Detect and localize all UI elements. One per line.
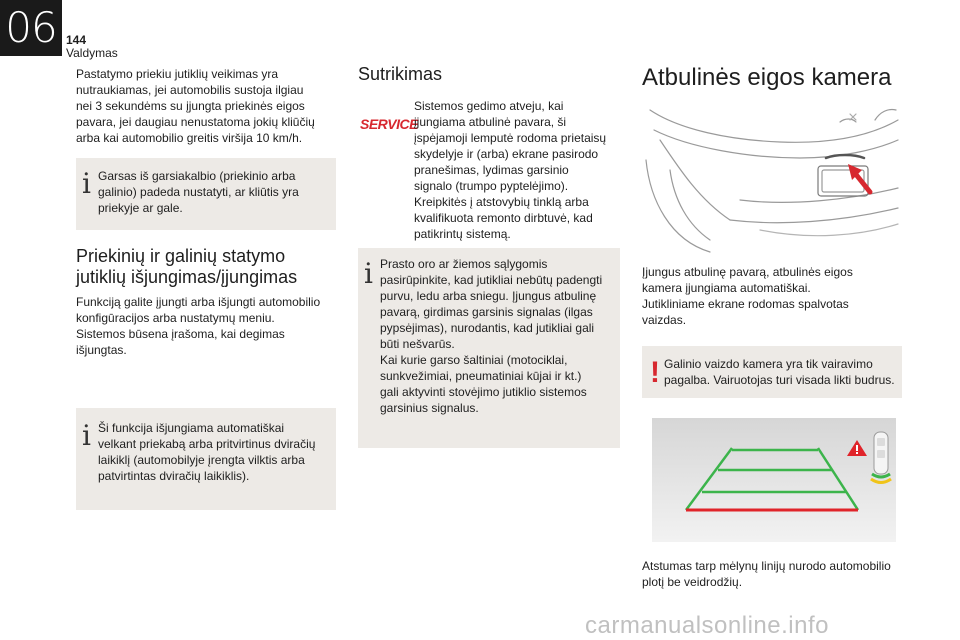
info-note-weather: i Prasto oro ar žiemos sąlygomis pasirūpinkite, kad jutikliai nebūtų padengti purvu, ledu arba sniegu. Įjungus atbulinę pavarą, girdimas garsinis signalas (ilgas pypsėjimas), nurodantis, kad jutikliai gali būti nešvarūs. Kai kurie garso šaltiniai (motociklai, sunkvežimiai, pneumatiniai kūjai ir kt.) gali aktyvinti stovėjimo jutiklio sistemos garsinius signalus. [358,248,620,448]
camera-location-arrow [848,164,870,192]
section-heading-camera: Atbulinės eigos kamera [642,64,892,91]
info-icon: i [82,167,91,200]
camera-paragraph: Įjungus atbulinę pavarą, atbulinės eigos kamera įjungiama automatiškai. Jutikliniame ekrane rodomas spalvotas vaizdas. [642,265,853,327]
car-rear-drawing [640,100,902,255]
function-paragraph: Funkciją galite įjungti arba išjungti automobilio konfigūracijos arba nustatymų meniu. Sistemos būsena įrašoma, kai degimas išjungtas. [76,295,321,357]
camera-view-drawing [652,418,896,542]
rear-camera-screen [652,418,896,542]
intro-paragraph: Pastatymo priekiu jutiklių veikimas yra nutraukiamas, jei automobilis sustoja ilgiau nei 3 sekundėms su įjungta priekinės eigos pavara, jei daugiau nenustatoma jokių kliūčių arba kai automobilio greitis viršija 10 km/h. [76,67,315,145]
info-icon: i [82,419,91,452]
section-heading-sensors: Priekinių ir galinių statymo jutiklių išjungimas/įjungimas [76,246,298,287]
info-note-trailer: i Ši funkcija išjungiama automatiškai velkant priekabą arba pritvirtinus dviračių laikiklį (automobilyje įrengta vilktis arba patvirtintas dviračių laikiklis). [76,408,336,510]
warning-note-camera: ! Galinio vaizdo kamera yra tik vairavimo pagalba. Vairuotojas turi visada likti budrus. [642,346,902,398]
fault-paragraph: Sistemos gedimo atveju, kai įjungiama atbulinė pavara, ši įspėjamoji lemputė rodoma prietaisų skydelyje ir (arba) ekrane pasirodo pranešimas, lydimas garsinio signalo (trumpo pyptelėjimo). Kreipkitės į atstovybių tinklą arba kvalifikuota remonto dirbtuvė, kad patikrintų sistemą. [414,99,607,241]
warning-exclamation-icon: ! [650,356,660,389]
guide-lines-paragraph: Atstumas tarp mėlynų linijų nurodo automobilio plotį be veidrodžių. [642,559,891,589]
info-icon: i [364,257,373,290]
chapter-tab: 06 [0,0,62,56]
section-heading-fault: Sutrikimas [358,64,443,84]
info-note-sound: i Garsas iš garsiakalbio (priekinio arba galinio) padeda nustatyti, ar kliūtis yra priekyje ar gale. [76,158,336,230]
camera-road-surface [652,418,896,542]
section-name: Valdymas [66,46,118,60]
page-number: 144 [66,33,87,47]
car-rear-illustration [640,100,902,255]
service-warning-icon: SERVICE [360,116,418,132]
watermark: carmanualsonline.info [585,612,829,639]
